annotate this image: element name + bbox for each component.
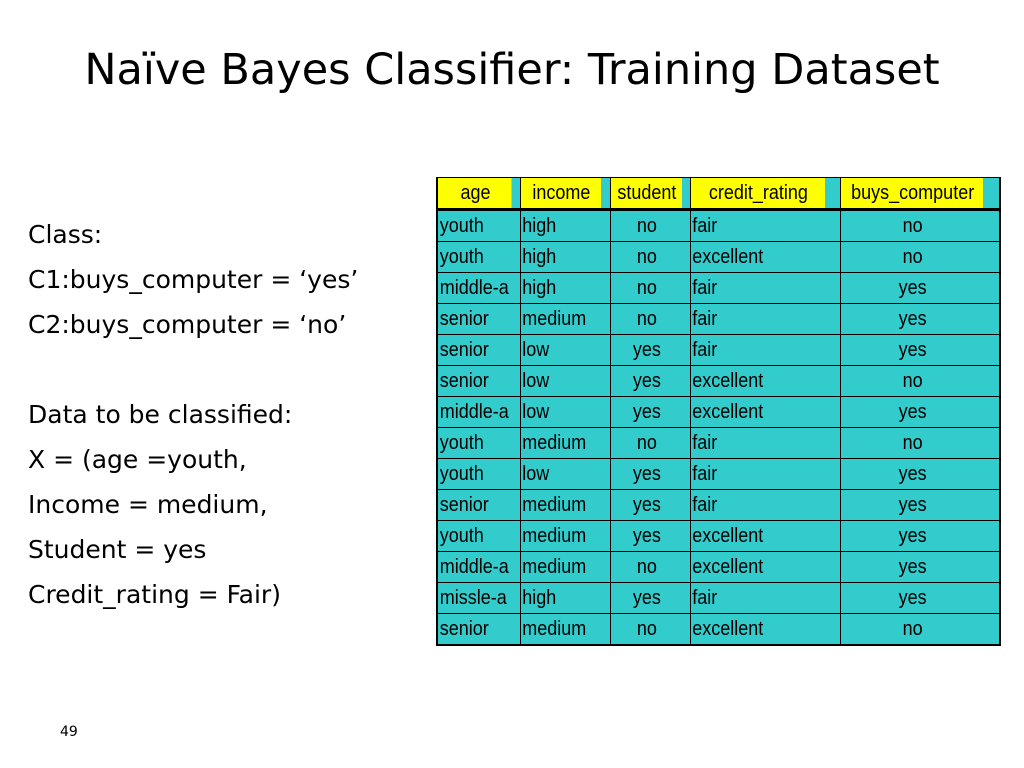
table-cell-credit-rating: fair	[690, 428, 825, 459]
table-cell-age: middle-a	[437, 273, 512, 304]
slide-title: Naïve Bayes Classifier: Training Dataset	[84, 45, 940, 95]
table-cell-age: senior	[437, 614, 512, 646]
table-header-row	[437, 178, 1000, 210]
table-cell-income: medium	[520, 521, 601, 552]
table-row	[437, 428, 1000, 459]
table-cell-credit-rating: fair	[690, 210, 825, 242]
table-cell-student: yes	[610, 459, 682, 490]
table-cell-income: medium	[520, 552, 601, 583]
table-cell-buys-computer: yes	[840, 521, 984, 552]
table-cell-age: middle-a	[437, 397, 512, 428]
slide-number: 49	[60, 724, 78, 740]
table-row	[437, 304, 1000, 335]
table-cell-age: senior	[437, 335, 512, 366]
table-cell-buys-computer: no	[840, 366, 984, 397]
table-cell-buys-computer: no	[840, 210, 984, 242]
table-cell-age: youth	[437, 428, 512, 459]
table-row	[437, 335, 1000, 366]
x-student: Student = yes	[28, 535, 207, 564]
table-cell-age: missle-a	[437, 583, 512, 614]
column-header-income: income	[520, 178, 601, 210]
table-cell-age: youth	[437, 459, 512, 490]
table-row	[437, 459, 1000, 490]
table-cell-credit-rating: excellent	[690, 552, 825, 583]
table-cell-age: senior	[437, 304, 512, 335]
table-cell-buys-computer: yes	[840, 397, 984, 428]
table-row	[437, 242, 1000, 273]
table-cell-credit-rating: fair	[690, 304, 825, 335]
x-credit-rating: Credit_rating = Fair)	[28, 580, 281, 609]
class-c2: C2:buys_computer = ‘no’	[28, 310, 347, 339]
table-cell-student: yes	[610, 366, 682, 397]
class-c1: C1:buys_computer = ‘yes’	[28, 265, 359, 294]
table-cell-student: no	[610, 552, 682, 583]
table-cell-student: yes	[610, 397, 682, 428]
table-cell-income: high	[520, 583, 601, 614]
table-cell-income: medium	[520, 428, 601, 459]
table-cell-buys-computer: no	[840, 614, 984, 646]
table-cell-credit-rating: excellent	[690, 366, 825, 397]
table-cell-credit-rating: fair	[690, 273, 825, 304]
class-label: Class:	[28, 220, 103, 249]
table-cell-student: yes	[610, 583, 682, 614]
table-cell-buys-computer: no	[840, 242, 984, 273]
table-row	[437, 273, 1000, 304]
table-cell-age: senior	[437, 490, 512, 521]
table-cell-student: no	[610, 614, 682, 646]
x-income: Income = medium,	[28, 490, 268, 519]
table-cell-income: low	[520, 366, 601, 397]
table-cell-buys-computer: yes	[840, 459, 984, 490]
table-cell-buys-computer: yes	[840, 552, 984, 583]
table-row	[437, 552, 1000, 583]
table-cell-buys-computer: no	[840, 428, 984, 459]
table-cell-income: high	[520, 273, 601, 304]
training-dataset-table	[436, 177, 1001, 646]
table-row	[437, 366, 1000, 397]
table-cell-student: yes	[610, 490, 682, 521]
table-cell-student: yes	[610, 335, 682, 366]
table-cell-buys-computer: yes	[840, 304, 984, 335]
table-cell-credit-rating: fair	[690, 490, 825, 521]
table-cell-income: high	[520, 242, 601, 273]
column-header-buys-computer: buys_computer	[840, 178, 984, 210]
table-cell-age: youth	[437, 242, 512, 273]
table-cell-income: medium	[520, 304, 601, 335]
table-cell-buys-computer: yes	[840, 273, 984, 304]
table-row	[437, 521, 1000, 552]
column-header-student: student	[610, 178, 682, 210]
table-cell-student: no	[610, 304, 682, 335]
table-cell-income: low	[520, 335, 601, 366]
table-cell-income: medium	[520, 614, 601, 646]
table-cell-age: middle-a	[437, 552, 512, 583]
table-cell-buys-computer: yes	[840, 490, 984, 521]
table-cell-credit-rating: fair	[690, 583, 825, 614]
class-description	[28, 212, 418, 617]
column-header-credit-rating: credit_rating	[690, 178, 825, 210]
table-row	[437, 210, 1000, 242]
table-row	[437, 397, 1000, 428]
x-age: X = (age =youth,	[28, 445, 247, 474]
blank-line	[28, 347, 418, 392]
table-cell-credit-rating: fair	[690, 459, 825, 490]
table-cell-student: no	[610, 242, 682, 273]
table-cell-credit-rating: excellent	[690, 614, 825, 646]
table-cell-credit-rating: excellent	[690, 521, 825, 552]
table-cell-age: youth	[437, 521, 512, 552]
data-to-classify-label: Data to be classified:	[28, 400, 293, 429]
table-row	[437, 614, 1000, 646]
table-cell-buys-computer: yes	[840, 583, 984, 614]
table-row	[437, 583, 1000, 614]
table-cell-income: medium	[520, 490, 601, 521]
table-cell-buys-computer: yes	[840, 335, 984, 366]
table-row	[437, 490, 1000, 521]
table-cell-income: high	[520, 210, 601, 242]
table-cell-age: senior	[437, 366, 512, 397]
table-cell-student: no	[610, 273, 682, 304]
table-cell-age: youth	[437, 210, 512, 242]
table-cell-student: yes	[610, 521, 682, 552]
table-cell-student: no	[610, 210, 682, 242]
table-cell-credit-rating: fair	[690, 335, 825, 366]
table-cell-credit-rating: excellent	[690, 397, 825, 428]
table-cell-student: no	[610, 428, 682, 459]
table-cell-income: low	[520, 459, 601, 490]
column-header-age: age	[437, 178, 512, 210]
table-cell-credit-rating: excellent	[690, 242, 825, 273]
table-cell-income: low	[520, 397, 601, 428]
